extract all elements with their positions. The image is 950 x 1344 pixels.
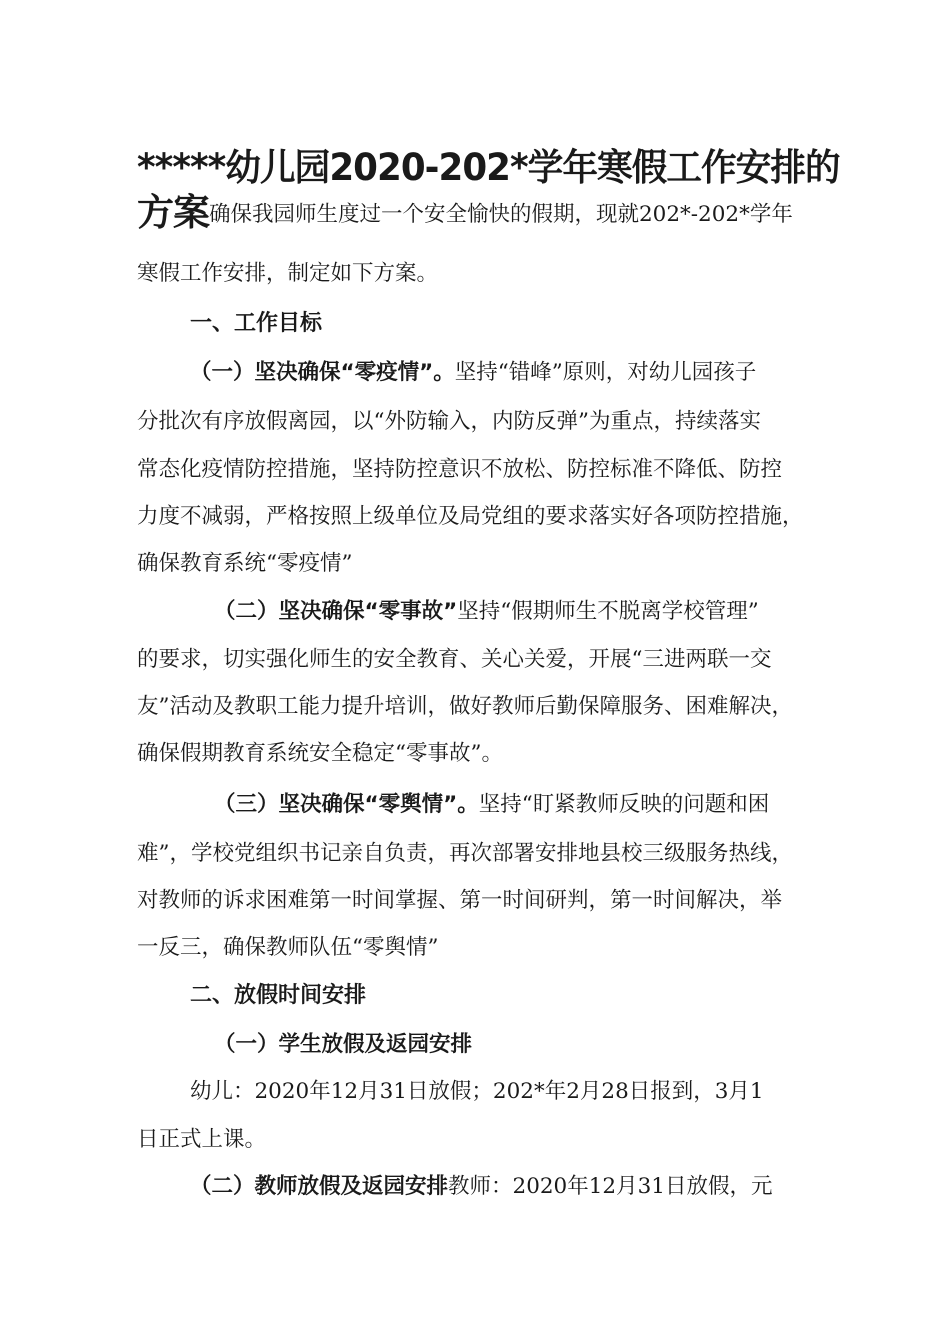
goal-2-line-1 <box>214 597 759 627</box>
goal-3-line-2: 难”，学校党组织书记亲自负责，再次部署安排地县校三级服务热线， <box>137 841 793 866</box>
goal-1-line-3: 常态化疫情防控措施，坚持防控意识不放松、防控标准不降低、防控 <box>137 457 783 482</box>
goal-2-text: 坚持“假期师生不脱离学校管理” <box>457 599 759 624</box>
goal-2-line-4: 确保假期教育系统安全稳定“零事故”。 <box>137 741 503 766</box>
intro-text: 确保我园师生度过一个安全愉快的假期，现就202*-202*学年 <box>209 202 793 227</box>
goal-1-line-4: 力度不减弱，严格按照上级单位及局党组的要求落实好各项防控措施， <box>137 504 804 529</box>
goal-3-line-4: 一反三，确保教师队伍“零舆情” <box>137 935 439 960</box>
goal-3-line-1 <box>214 790 769 820</box>
document-title: *****幼儿园2020-202*学年寒假工作安排的 <box>137 146 840 189</box>
goal-1-heading: （一）坚决确保“零疫情”。 <box>190 360 455 385</box>
goal-1-line-2: 分批次有序放假离园，以“外防输入，内防反弹”为重点，持续落实 <box>137 409 761 434</box>
goal-3-line-3: 对教师的诉求困难第一时间掌握、第一时间研判，第一时间解决，举 <box>137 888 783 913</box>
student-schedule-line-2: 日正式上课。 <box>137 1127 267 1152</box>
goal-1-line-1 <box>190 358 756 388</box>
section-heading-schedule: 二、放假时间安排 <box>190 983 367 1008</box>
title-intro-line <box>137 191 793 234</box>
student-schedule-line-1: 幼儿：2020年12月31日放假；202*年2月28日报到，3月1 <box>190 1079 764 1104</box>
document-title-continued: 方案 <box>137 191 209 234</box>
teacher-schedule-line-1 <box>190 1172 772 1202</box>
intro-line-2: 寒假工作安排，制定如下方案。 <box>137 261 439 286</box>
student-schedule-heading: （一）学生放假及返园安排 <box>214 1032 473 1057</box>
goal-2-heading: （二）坚决确保“零事故” <box>214 599 458 624</box>
teacher-schedule-heading: （二）教师放假及返园安排 <box>190 1174 449 1199</box>
goal-2-line-2: 的要求，切实强化师生的安全教育、关心关爱，开展“三进两联一交 <box>137 647 772 672</box>
goal-1-text: 坚持“错峰”原则，对幼儿园孩子 <box>454 360 757 385</box>
teacher-schedule-text: 教师：2020年12月31日放假，元 <box>448 1174 773 1199</box>
goal-3-heading: （三）坚决确保“零舆情”。 <box>214 792 479 817</box>
goal-2-line-3: 友”活动及教职工能力提升培训，做好教师后勤保障服务、困难解决， <box>137 694 793 719</box>
goal-1-line-5: 确保教育系统“零疫情” <box>137 551 353 576</box>
goal-3-text: 坚持“盯紧教师反映的问题和困 <box>478 792 770 817</box>
section-heading-goals: 一、工作目标 <box>190 311 323 336</box>
